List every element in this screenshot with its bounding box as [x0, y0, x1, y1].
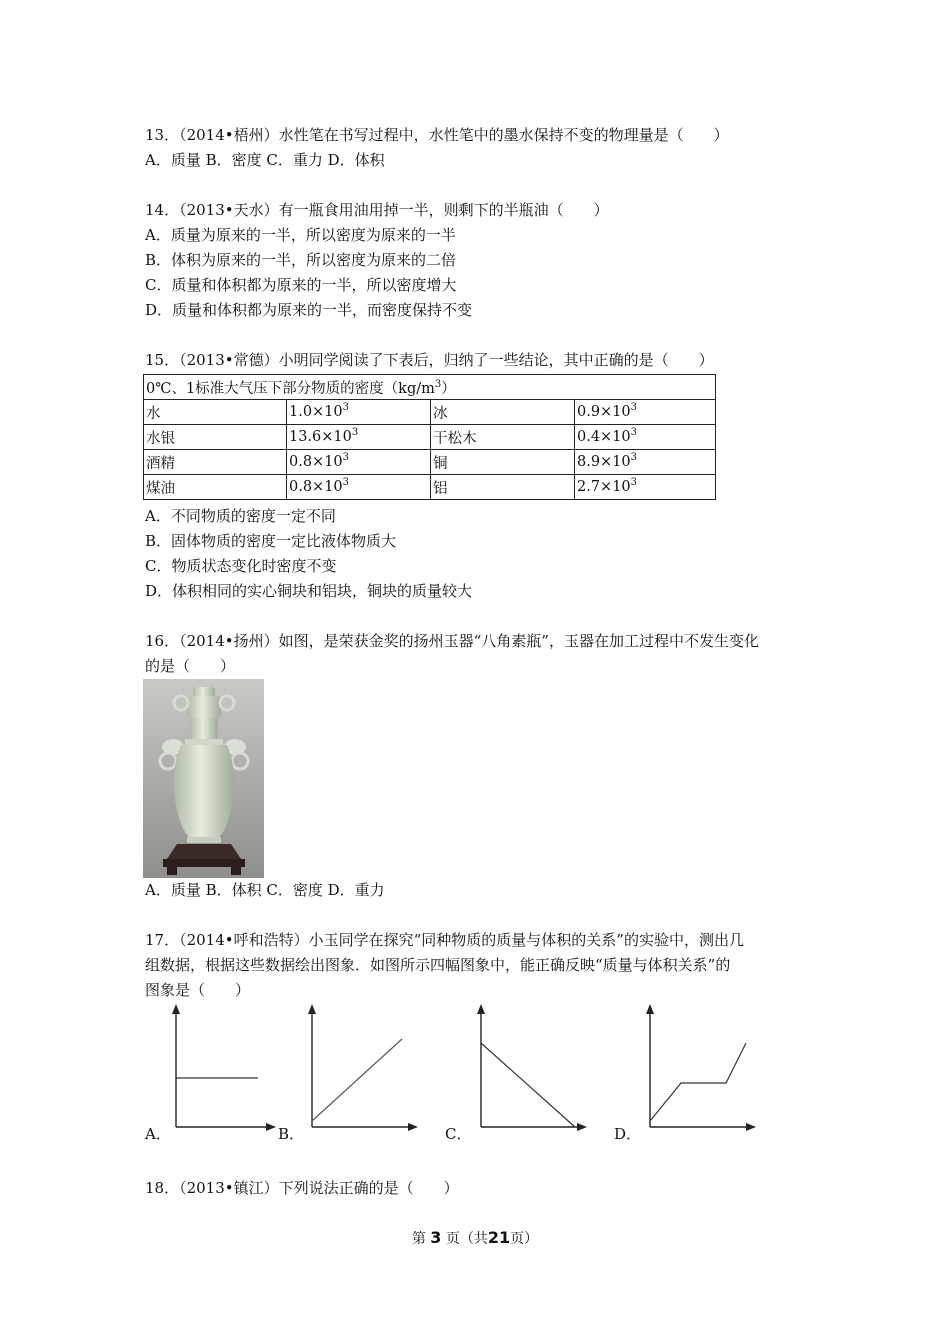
density-value: $0.8\times 10^3$: [287, 450, 431, 475]
substance-name: 冰: [431, 400, 575, 425]
graph-d-line: [650, 1043, 746, 1121]
density-value: $0.8\times 10^3$: [287, 475, 431, 500]
graph-c: [465, 1003, 595, 1133]
graph-d-label: D．: [614, 1125, 642, 1143]
graph-c-line: [481, 1043, 575, 1127]
q13-stem: 13．（2014•梧州）水性笔在书写过程中，水性笔中的墨水保持不变的物理量是（ ）: [145, 126, 729, 144]
table-row: [144, 400, 716, 425]
q17-stem-line2: 组数据，根据这些数据绘出图象．如图所示四幅图象中，能正确反映“质量与体积关系”的: [145, 956, 731, 974]
graph-a-label: A．: [145, 1125, 171, 1143]
q15-stem: 15．（2013•常德）小明同学阅读了下表后，归纳了一些结论，其中正确的是（ ）: [145, 351, 714, 369]
page-footer: 第 3 页（共21页）: [411, 1228, 539, 1247]
density-value: $8.9\times 10^3$: [575, 450, 716, 475]
density-value: $2.7\times 10^3$: [575, 475, 716, 500]
q14-option-a: A．质量为原来的一半，所以密度为原来的一半: [145, 226, 456, 244]
table-row: [144, 450, 716, 475]
q13-options: A．质量 B．密度 C．重力 D．体积: [145, 151, 385, 169]
total-pages: 21: [487, 1228, 511, 1247]
substance-name: 铝: [431, 475, 575, 500]
jade-vase-photo: [143, 679, 264, 878]
q17-stem-line3: 图象是（ ）: [145, 981, 251, 999]
q14-option-d: D．质量和体积都为原来的一半，而密度保持不变: [145, 301, 473, 319]
graph-c-label: C．: [445, 1125, 472, 1143]
q14-option-b: B．体积为原来的一半，所以密度为原来的二倍: [145, 251, 457, 269]
graph-b: [296, 1003, 426, 1133]
density-value: $1.0\times 10^3$: [287, 400, 431, 425]
q15-option-b: B．固体物质的密度一定比液体物质大: [145, 532, 397, 550]
substance-name: 水: [144, 400, 287, 425]
q16-stem-line1: 16．（2014•扬州）如图，是荣获金奖的扬州玉器“八角素瓶”，玉器在加工过程中不发生变化: [145, 632, 759, 650]
current-page: 3: [430, 1228, 442, 1247]
substance-name: 酒精: [144, 450, 287, 475]
substance-name: 铜: [431, 450, 575, 475]
table-header-row: [144, 375, 716, 400]
substance-name: 干松木: [431, 425, 575, 450]
q18-stem: 18．（2013•镇江）下列说法正确的是（ ）: [145, 1179, 459, 1197]
graph-b-line: [312, 1039, 402, 1121]
density-value: $0.9\times 10^3$: [575, 400, 716, 425]
q15-option-c: C．物质状态变化时密度不变: [145, 557, 337, 575]
q15-option-d: D．体积相同的实心铜块和铝块，铜块的质量较大: [145, 582, 473, 600]
q16-options: A．质量 B．体积 C．密度 D．重力: [145, 881, 385, 899]
q15-option-a: A．不同物质的密度一定不同: [145, 507, 336, 525]
q17-stem-line1: 17．（2014•呼和浩特）小玉同学在探究“同种物质的质量与体积的关系”的实验中，测出几: [145, 931, 744, 949]
q14-option-c: C．质量和体积都为原来的一半，所以密度增大: [145, 276, 457, 294]
substance-name: 水银: [144, 425, 287, 450]
q14-stem: 14．（2013•天水）有一瓶食用油用掉一半，则剩下的半瓶油（ ）: [145, 201, 609, 219]
density-value: $13.6\times 10^3$: [287, 425, 431, 450]
density-value: $0.4\times 10^3$: [575, 425, 716, 450]
graph-a: [160, 1003, 280, 1133]
table-row: [144, 475, 716, 500]
graph-d: [634, 1003, 764, 1133]
table-caption: 0℃、1标准大气压下部分物质的密度$(kg/m^3)$: [144, 375, 716, 400]
q16-stem-line2: 的是（ ）: [145, 657, 236, 675]
substance-name: 煤油: [144, 475, 287, 500]
graph-b-label: B．: [278, 1125, 305, 1143]
density-table: [143, 374, 716, 500]
table-row: [144, 425, 716, 450]
